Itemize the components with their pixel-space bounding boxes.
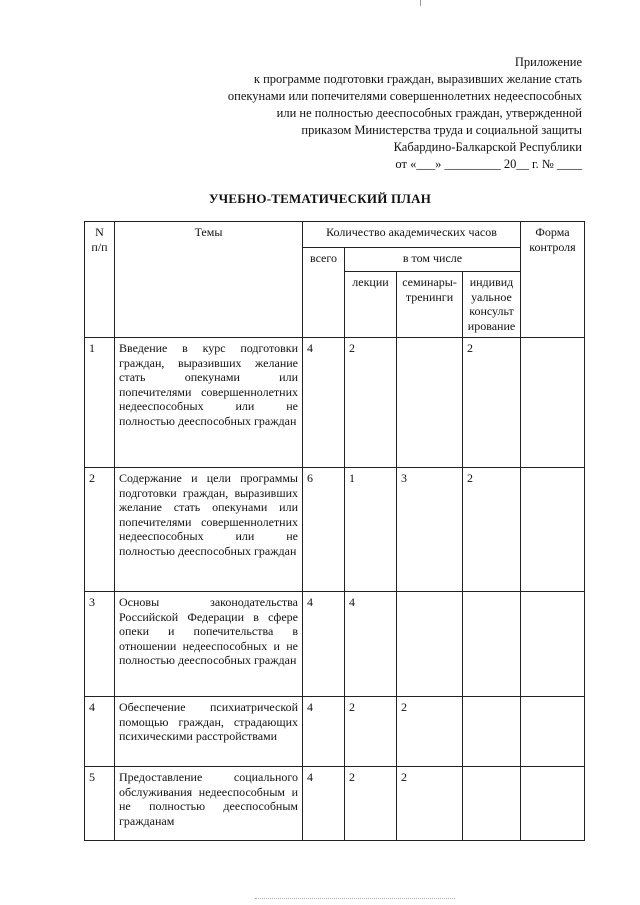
row-topic: Предоставление социального обслуживания недееспособным и не полностью дееспособным гражданам	[115, 767, 303, 841]
row-individual	[463, 592, 521, 697]
top-mark	[420, 0, 421, 6]
row-num: 1	[85, 338, 115, 468]
row-total: 4	[303, 767, 345, 841]
row-seminars	[397, 592, 463, 697]
header-lectures: лекции	[345, 272, 397, 338]
row-topic: Содержание и цели программы подготовки граждан, выразивших желание стать опекунами или попечителями совершеннолетних недееспособных или не полностью дееспособных граждан	[115, 468, 303, 592]
row-control	[521, 338, 585, 468]
header-num: N п/п	[85, 222, 115, 338]
header-line: приказом Министерства труда и социальной защиты	[301, 123, 582, 137]
row-seminars: 3	[397, 468, 463, 592]
header-topic: Темы	[115, 222, 303, 338]
row-individual: 2	[463, 468, 521, 592]
row-total: 4	[303, 338, 345, 468]
row-num: 5	[85, 767, 115, 841]
row-total: 6	[303, 468, 345, 592]
table-row	[85, 338, 585, 468]
table-row	[85, 468, 585, 592]
row-individual	[463, 767, 521, 841]
row-lectures: 4	[345, 592, 397, 697]
header-hours: Количество академических часов	[303, 222, 521, 248]
curriculum-table	[84, 221, 585, 841]
row-lectures: 2	[345, 697, 397, 767]
header-individual: индивидуальное консультирование	[463, 272, 521, 338]
table-row	[85, 697, 585, 767]
row-seminars: 2	[397, 767, 463, 841]
header-line: Приложение	[514, 55, 582, 69]
row-control	[521, 468, 585, 592]
header-line: опекунами или попечителями совершеннолетних недееспособных	[227, 89, 582, 103]
appendix-header	[228, 54, 582, 173]
row-control	[521, 767, 585, 841]
row-lectures: 2	[345, 767, 397, 841]
row-seminars: 2	[397, 697, 463, 767]
row-topic: Обеспечение психиатрической помощью граждан, страдающих психическими расстройствами	[115, 697, 303, 767]
header-line: от «___» _________ 20__ г. № ____	[395, 157, 582, 171]
header-total: всего	[303, 248, 345, 338]
row-total: 4	[303, 697, 345, 767]
row-num: 2	[85, 468, 115, 592]
row-num: 4	[85, 697, 115, 767]
row-total: 4	[303, 592, 345, 697]
header-seminars: семинары-тренинги	[397, 272, 463, 338]
row-control	[521, 697, 585, 767]
header-line: Кабардино-Балкарской Республики	[393, 140, 582, 154]
row-control	[521, 592, 585, 697]
row-seminars	[397, 338, 463, 468]
header-control: Форма контроля	[521, 222, 585, 338]
row-topic: Введение в курс подготовки граждан, выразивших желание стать опекунами или попечителями совершеннолетних недееспособных или не полностью дееспособных граждан	[115, 338, 303, 468]
header-including: в том числе	[345, 248, 521, 272]
row-individual: 2	[463, 338, 521, 468]
row-individual	[463, 697, 521, 767]
table-row	[85, 767, 585, 841]
document-title: УЧЕБНО-ТЕМАТИЧЕСКИЙ ПЛАН	[208, 191, 432, 206]
table-row	[85, 592, 585, 697]
header-line: или не полностью дееспособных граждан, утвержденной	[276, 106, 582, 120]
bottom-divider	[255, 898, 455, 900]
row-num: 3	[85, 592, 115, 697]
row-lectures: 2	[345, 338, 397, 468]
header-line: к программе подготовки граждан, выразивших желание стать	[253, 72, 582, 86]
row-lectures: 1	[345, 468, 397, 592]
row-topic: Основы законодательства Российской Федерации в сфере опеки и попечительства в отношении недееспособных и не полностью дееспособных граждан	[115, 592, 303, 697]
